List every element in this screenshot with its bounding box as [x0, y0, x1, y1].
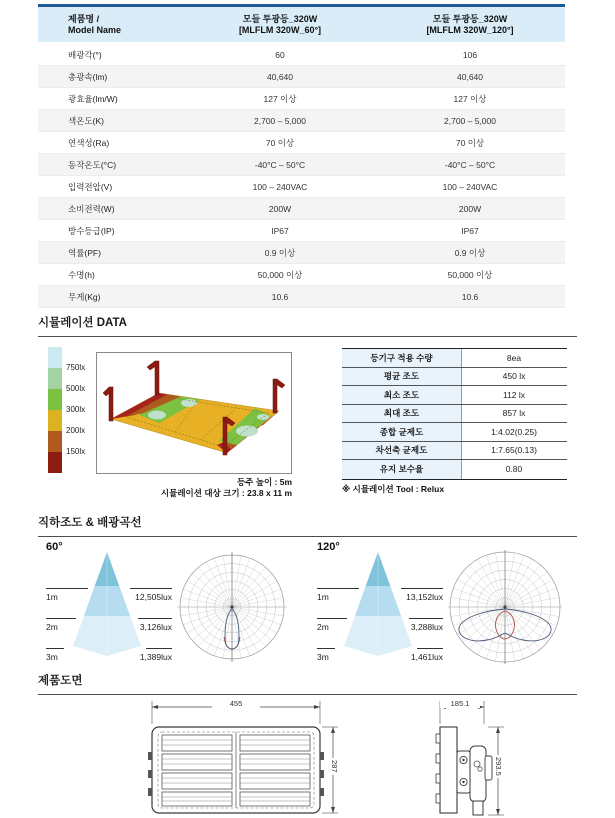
pole-height-caption: 등주 높이 : 5m — [236, 477, 292, 487]
result-row-avg-lux: 평균 조도 450 lx — [342, 368, 567, 387]
dist-line — [46, 618, 76, 619]
legend-swatch — [48, 431, 62, 452]
dist-label-3m: 3m — [46, 652, 58, 662]
legend-swatch — [48, 389, 62, 410]
beam-angle-120-label: 120° — [317, 541, 340, 553]
legend-swatch — [48, 452, 62, 473]
result-row-max-lux: 최대 조도 857 lx — [342, 405, 567, 424]
spec-row-ip-rating: 방수등급(IP) IP67 IP67 — [38, 220, 565, 242]
spec-table — [38, 4, 565, 308]
legend-label-300: 300lx — [66, 405, 86, 414]
dist-line — [46, 588, 88, 589]
dist-line — [46, 648, 64, 649]
front-view-drawing — [148, 698, 348, 818]
dist-line — [317, 618, 347, 619]
simulation-section-title: 시뮬레이션 DATA — [38, 314, 577, 337]
spec-row-weight: 무게(Kg) 10.6 10.6 — [38, 286, 565, 308]
legend-label-500: 500lx — [66, 384, 86, 393]
dist-label-2m: 2m — [46, 622, 58, 632]
spec-header-label: 제품명 / Model Name — [68, 13, 122, 35]
lux-line — [409, 618, 443, 619]
lux-line — [138, 618, 172, 619]
simulation-court-image — [97, 353, 291, 473]
simulation-caption — [60, 477, 292, 499]
lux-value-60-1m: 12,505lux — [135, 592, 172, 602]
spec-header-model-120: 모들 투광등_320W [MLFLM 320W_120°] — [426, 13, 514, 35]
spec-header-model-60: 모들 투광등_320W [MLFLM 320W_60°] — [238, 13, 322, 35]
lux-line — [130, 588, 172, 589]
legend-swatch — [48, 410, 62, 431]
lux-value-120-1m: 13,152lux — [406, 592, 443, 602]
lux-line — [417, 648, 443, 649]
front-width-dim: 455 — [212, 699, 260, 708]
spec-row-power: 소비전력(W) 200W 200W — [38, 198, 565, 220]
simulation-area-caption: 시뮬레이션 대상 크기 : 23.8 x 11 m — [160, 488, 292, 498]
spec-row-input-voltage: 입력전압(V) 100 – 240VAC 100 – 240VAC — [38, 176, 565, 198]
result-row-min-lux: 최소 조도 112 lx — [342, 386, 567, 405]
dist-label-2m: 2m — [317, 622, 329, 632]
side-height-dim: 293.5 — [494, 757, 503, 776]
lux-value-120-2m: 3,288lux — [410, 622, 443, 632]
spec-row-power-factor: 역률(PF) 0.9 이상 0.9 이상 — [38, 242, 565, 264]
legend-swatch — [48, 347, 62, 368]
side-view-drawing — [432, 698, 517, 818]
polar-distribution-120 — [448, 550, 562, 664]
result-row-overall-uniformity: 종합 균제도 1:4.02(0.25) — [342, 423, 567, 442]
lux-value-60-3m: 1,389lux — [139, 652, 172, 662]
dist-label-3m: 3m — [317, 652, 329, 662]
lux-value-60-2m: 3,126lux — [139, 622, 172, 632]
light-cone-60 — [71, 550, 143, 658]
photometry-section-title: 직하조도 & 배광곡선 — [38, 514, 577, 537]
spec-row-beam-angle: 배광각(°) 60 106 — [38, 44, 565, 66]
simulation-rendering — [96, 352, 292, 474]
lux-line — [146, 648, 172, 649]
simulation-result-table — [342, 348, 567, 480]
legend-label-150: 150lx — [66, 447, 86, 456]
front-height-dim: 287 — [330, 760, 339, 773]
legend-label-750: 750lx — [66, 363, 86, 372]
drawing-section-title: 제품도면 — [38, 672, 577, 695]
lux-line — [401, 588, 443, 589]
result-row-fixture-count: 등기구 적용 수량 8ea — [342, 349, 567, 368]
spec-row-cri: 연색성(Ra) 70 이상 70 이상 — [38, 132, 565, 154]
dist-label-1m: 1m — [317, 592, 329, 602]
legend-swatch — [48, 368, 62, 389]
spec-row-cct: 색온도(K) 2,700 – 5,000 2,700 – 5,000 — [38, 110, 565, 132]
spec-row-luminous-flux: 총광속(lm) 40,640 40,640 — [38, 66, 565, 88]
spec-table-header — [38, 7, 565, 44]
dist-line — [317, 588, 359, 589]
result-row-maintenance-factor: 유지 보수율 0.80 — [342, 460, 567, 479]
dist-label-1m: 1m — [46, 592, 58, 602]
side-width-dim: 185.1 — [440, 699, 480, 708]
light-cone-120 — [342, 550, 414, 658]
illuminance-legend — [48, 347, 62, 473]
simulation-tool-note: ※ 시뮬레이션 Tool : Relux — [342, 484, 445, 494]
result-row-axis-uniformity: 차선축 균제도 1:7.65(0.13) — [342, 442, 567, 461]
beam-angle-60-label: 60° — [46, 541, 63, 553]
polar-distribution-60 — [177, 552, 287, 662]
spec-row-efficacy: 광효율(lm/W) 127 이상 127 이상 — [38, 88, 565, 110]
dist-line — [317, 648, 335, 649]
spec-row-lifetime: 수명(h) 50,000 이상 50,000 이상 — [38, 264, 565, 286]
spec-row-operating-temp: 동작온도(°C) -40°C – 50°C -40°C – 50°C — [38, 154, 565, 176]
legend-label-200: 200lx — [66, 426, 86, 435]
lux-value-120-3m: 1,461lux — [410, 652, 443, 662]
